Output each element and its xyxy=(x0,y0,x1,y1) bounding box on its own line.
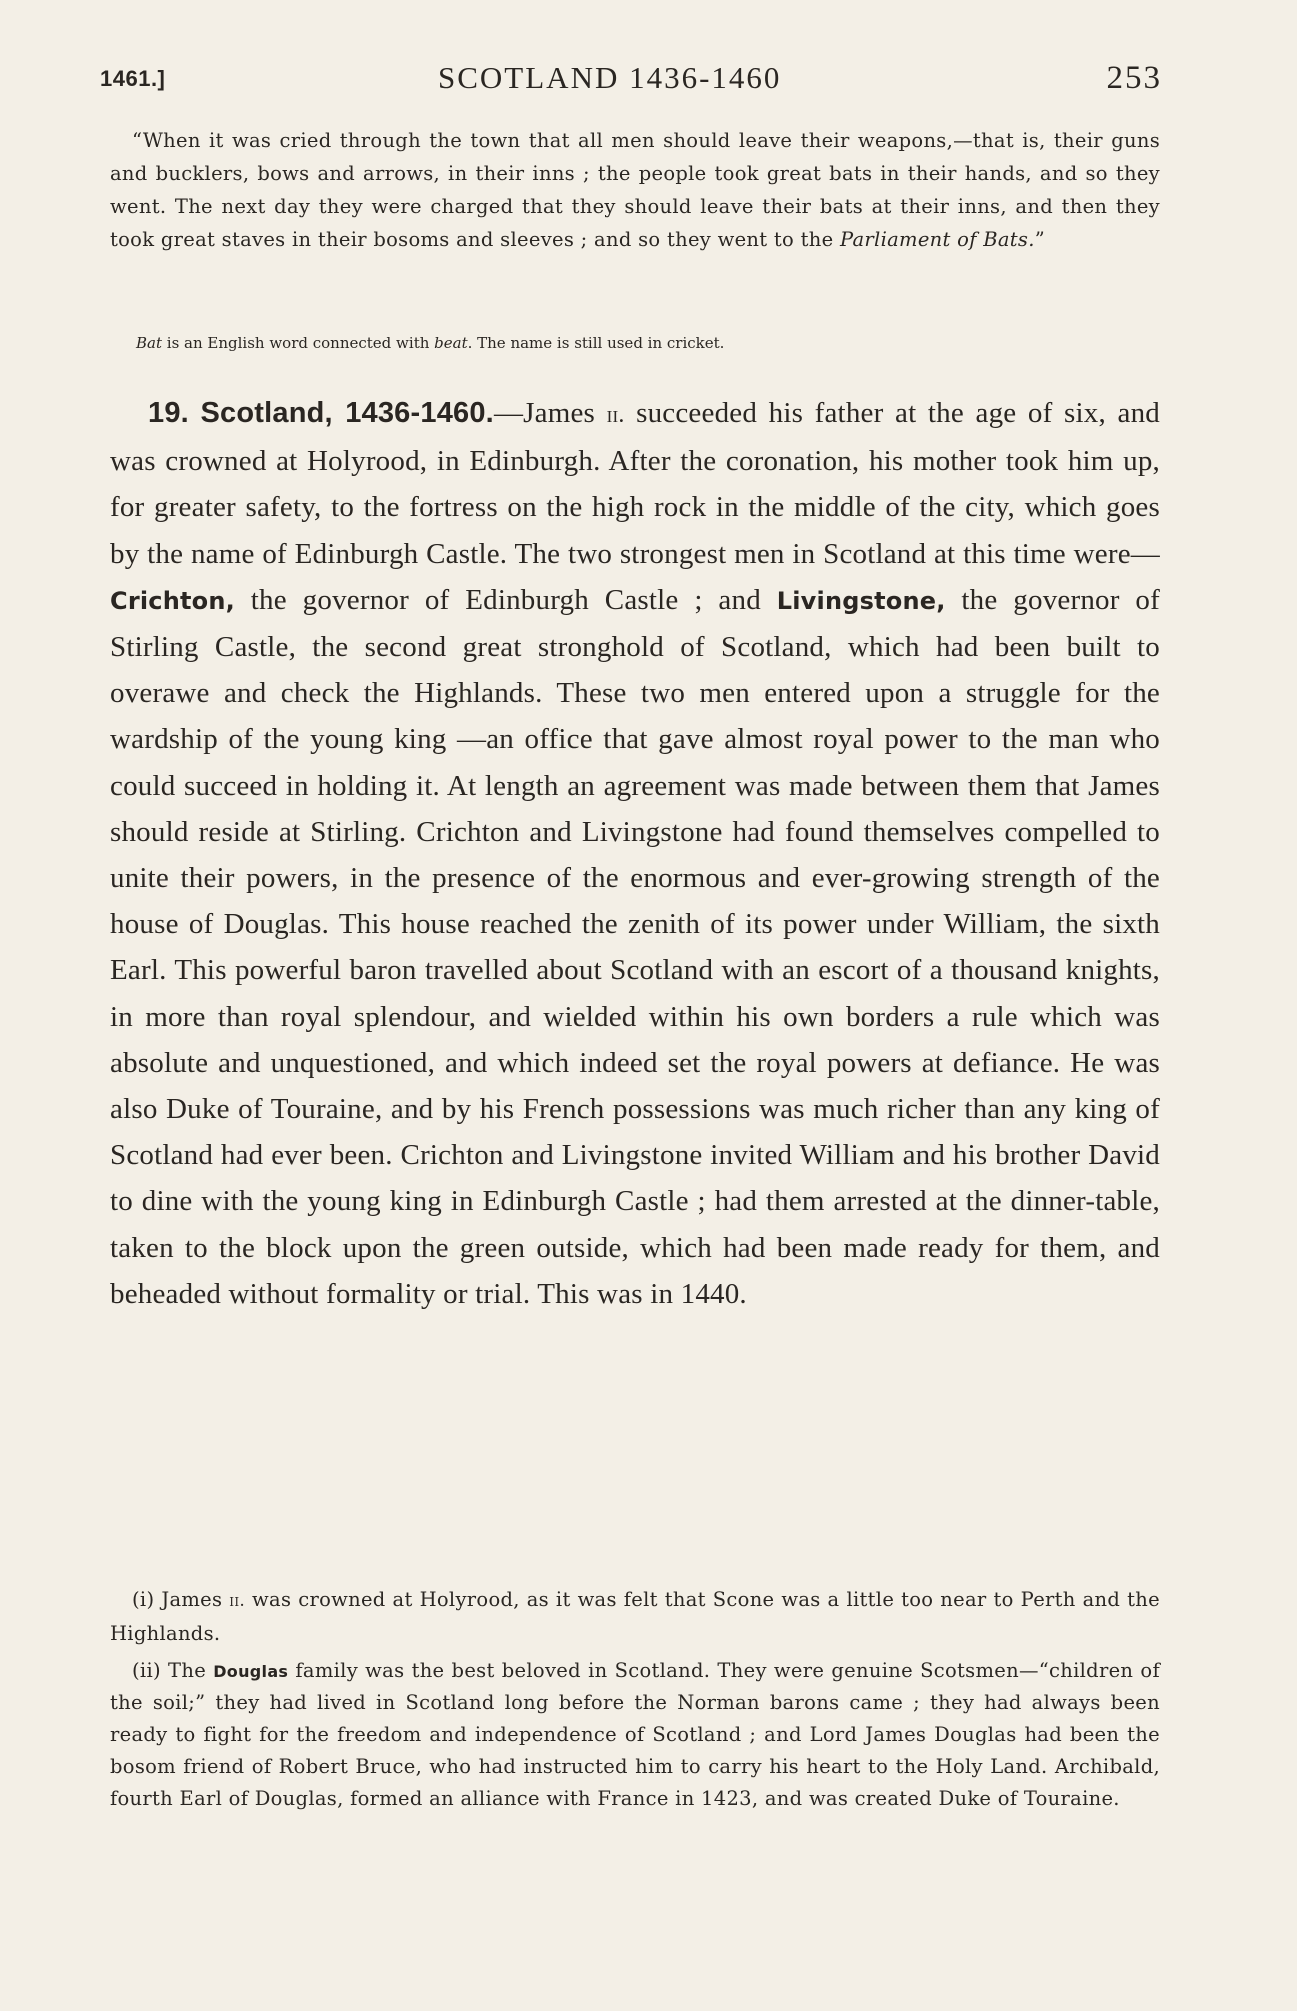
quote-close-mark: ” xyxy=(1034,228,1045,251)
footnote-2-text-a: The xyxy=(160,1658,214,1682)
footnote-1-regnal: ii. xyxy=(229,1591,246,1611)
header-year: 1461.] xyxy=(100,66,166,91)
regnal-number: ii. xyxy=(606,402,625,428)
page-number: 253 xyxy=(1106,60,1162,96)
note-text-1: is an English word connected with xyxy=(162,334,435,352)
note-word-bat: Bat xyxy=(136,334,162,352)
quote-title: Parliament of Bats. xyxy=(839,228,1035,251)
quote-text: When it was cried through the town that all men should leave their weapons,—that is, their guns and bucklers, bows and arrows, in their inns ; the people took great bats in their hands, and so they went. The next day they were charged that they should leave their bats at their inns, and then they took great staves in their bosoms and sleeves ; and so they went to the xyxy=(110,129,1160,251)
name-livingstone: Livingstone, xyxy=(776,586,946,615)
footnote-2-label: (ii) xyxy=(132,1658,161,1682)
quotation-paragraph xyxy=(110,124,1160,256)
footnote-1-label: (i) xyxy=(132,1588,155,1611)
running-header xyxy=(100,56,1162,106)
note-word-beat: beat xyxy=(434,334,468,352)
name-crichton: Crichton, xyxy=(110,586,235,615)
quote-open-mark: “ xyxy=(132,129,143,152)
quote-note xyxy=(136,332,1136,354)
section-19-paragraph xyxy=(110,390,1160,1317)
footnote-1 xyxy=(110,1584,1160,1650)
footnote-2-text-b: family was the best beloved in Scotland. They were genuine Scotsmen—“children of the soil;” they had lived in Scotland long before the Norman barons came ; they had always been ready to fight for the freedom and independence of Scotland ; and Lord James Douglas had been the bosom friend of Robert Bruce, who had instructed him to carry his heart to the Holy Land. Archibald, fourth Earl of Douglas, formed an alliance with France in 1423, and was created Duke of Touraine. xyxy=(110,1658,1160,1810)
note-text-2: . The name is still used in cricket. xyxy=(467,334,725,352)
footnote-1-text-a: James xyxy=(154,1588,230,1611)
section-title: Scotland, 1436-1460. xyxy=(200,397,494,429)
footnotes xyxy=(110,1584,1160,1820)
section-text-4: the governor of Stirling Castle, the second great stronghold of Scotland, which had been built to overawe and check the Highlands. These two men entered upon a struggle for the wardship of the young king —an office that gave almost royal power to the man who could succeed in holding it. At length an agreement was made between them that James should reside at Stirling. Crichton and Livingstone had found themselves compelled to unite their powers, in the presence of the enormous and ever-growing strength of the house of Douglas. This house reached the zenith of its power under William, the sixth Earl. This powerful baron travelled about Scotland with an escort of a thousand knights, in more than royal splendour, and wielded within his own borders a rule which was absolute and unquestioned, and which indeed set the royal powers at defiance. He was also Duke of Touraine, and by his French possessions was much richer than any king of Scotland had ever been. Crichton and Livingstone invited William and his brother David to dine with the young king in Edinburgh Castle ; had them arrested at the dinner-table, taken to the block upon the green outside, which had been made ready for them, and beheaded without formality or trial. This was in 1440. xyxy=(110,583,1160,1310)
section-text-1: —James xyxy=(493,397,607,429)
footnote-2-douglas: Douglas xyxy=(213,1661,289,1681)
section-text-3: the governor of Edinburgh Castle ; and xyxy=(234,583,777,616)
footnote-1-text-b: was crowned at Holyrood, as it was felt that Scone was a little too near to Perth and the Highlands. xyxy=(110,1588,1160,1645)
footnote-2 xyxy=(110,1655,1160,1815)
section-number: 19. xyxy=(148,397,189,429)
header-running-title: SCOTLAND 1436-1460 xyxy=(438,60,782,95)
section-text-2: succeeded his father at the age of six, and was crowned at Holyrood, in Edinburgh. After the coronation, his mother took him up, for greater safety, to the fortress on the high rock in the middle of the city, which goes by the name of Edinburgh Castle. The two strongest men in Scotland at this time were— xyxy=(110,397,1160,570)
